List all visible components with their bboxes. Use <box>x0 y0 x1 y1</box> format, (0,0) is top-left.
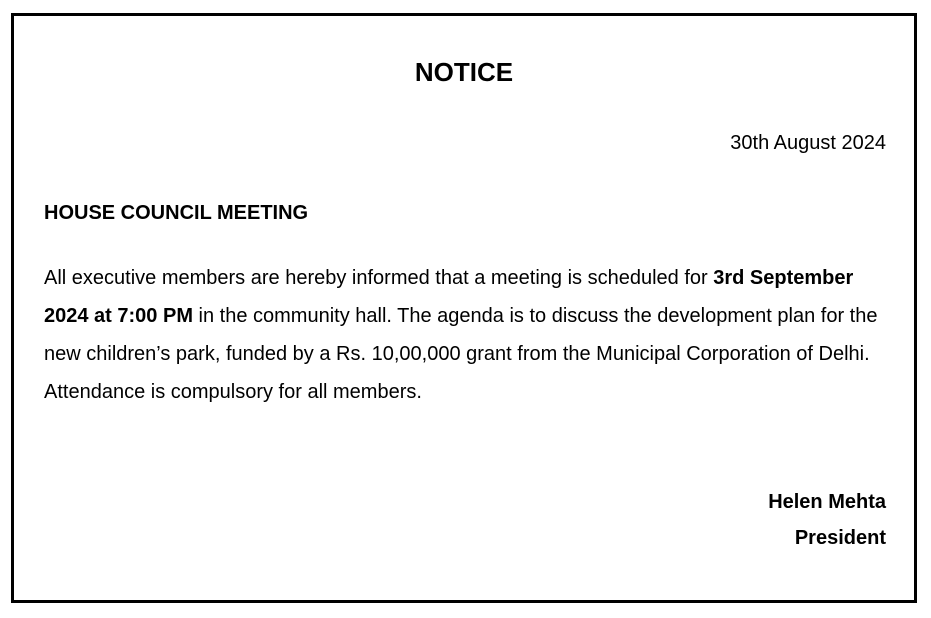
body-text-bold-date-time: 3rd September 2024 at 7:00 PM <box>44 267 854 327</box>
body-text-part1: All executive members are hereby informed that a meeting is scheduled for <box>44 267 714 289</box>
body-text-part2: in the community hall. The agenda is to discuss the development plan for the new children’s park, funded by a Rs. 10,00,000 grant from the Municipal Corporation of Delhi. Attendance is compulsory for all members. <box>44 305 878 403</box>
notice-heading: HOUSE COUNCIL MEETING <box>44 202 309 224</box>
notice-title: NOTICE <box>414 57 514 87</box>
signatory-designation: President <box>794 527 886 549</box>
notice-box <box>11 13 917 603</box>
notice-date: 30th August 2024 <box>730 132 886 154</box>
signatory-name: Helen Mehta <box>768 491 886 513</box>
notice-body <box>44 259 894 411</box>
signature-block <box>768 484 886 556</box>
